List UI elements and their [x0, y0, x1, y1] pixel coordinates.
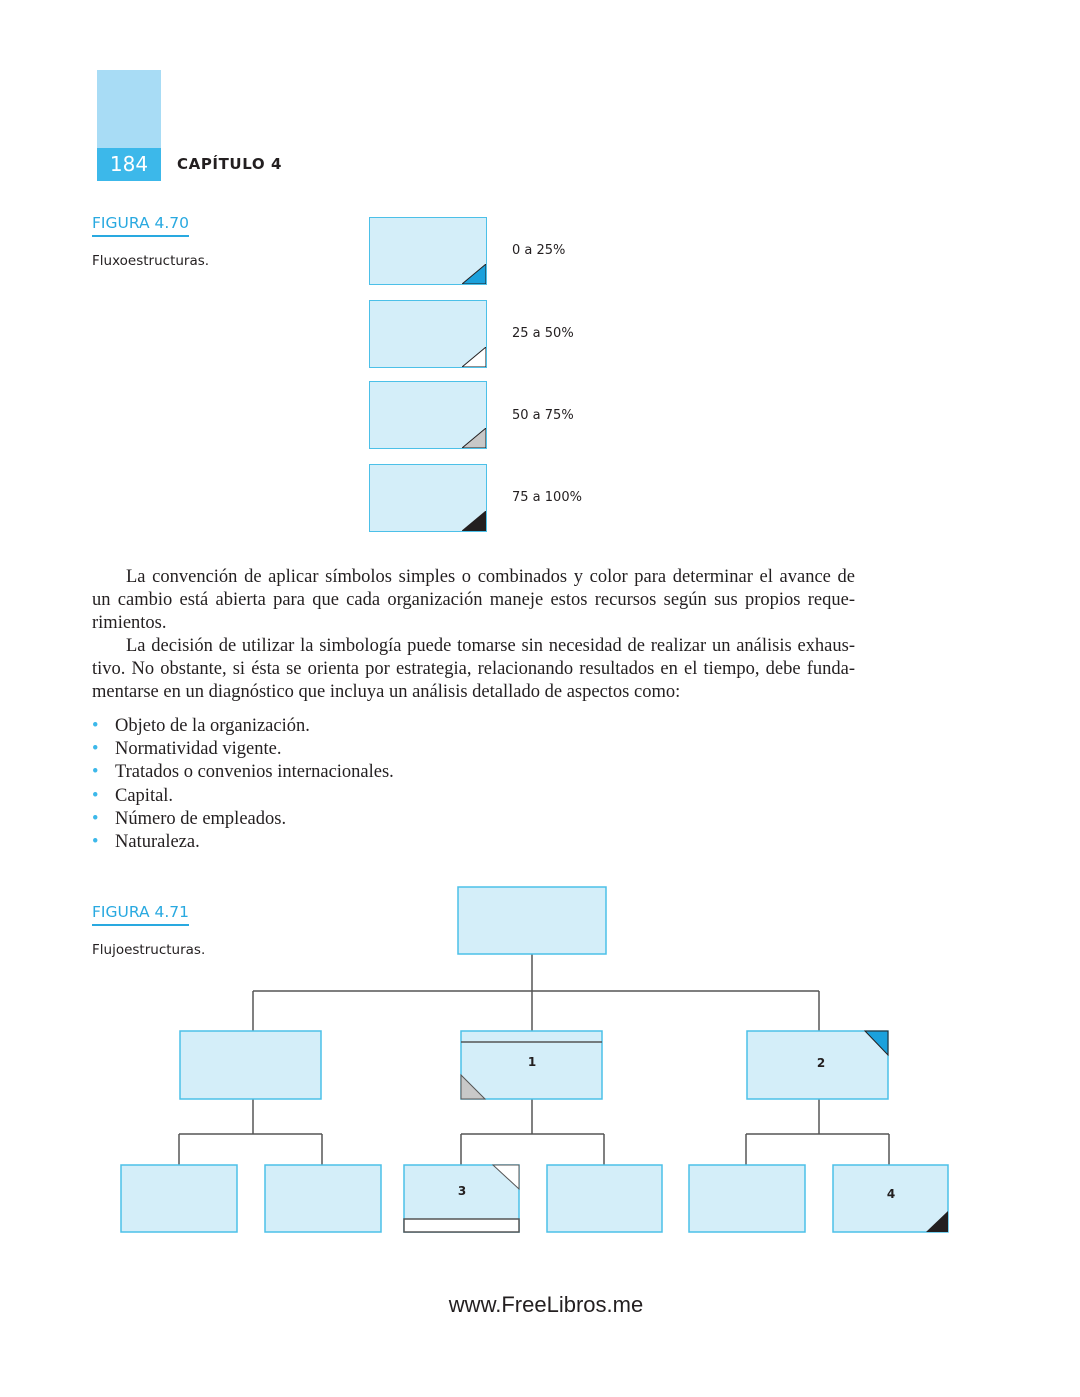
- bullet-text: Tratados o convenios internacionales.: [115, 762, 394, 783]
- text-line: rimientos.: [92, 613, 167, 633]
- bullet-icon: •: [92, 762, 99, 783]
- text-line: La convención de aplicar símbolos simples o combinados y color para determinar el avance de: [126, 567, 855, 587]
- org-box-leaf: [265, 1165, 381, 1232]
- box-label-3: 3: [457, 1184, 467, 1198]
- figure-470-title: FIGURA 4.70: [92, 214, 189, 237]
- box-label-2: 2: [816, 1056, 826, 1070]
- bullet-text: Naturaleza.: [115, 832, 200, 853]
- bullet-text: Normatividad vigente.: [115, 739, 282, 760]
- org-box-leaf: [547, 1165, 662, 1232]
- figure-471-caption: Flujoestructuras.: [92, 942, 206, 958]
- text-line: mentarse en un diagnóstico que incluya un análisis detallado de aspectos como:: [92, 682, 681, 702]
- chapter-title: CAPÍTULO 4: [177, 155, 283, 173]
- legend-label: 75 a 100%: [512, 490, 582, 505]
- bullet-icon: •: [92, 716, 99, 736]
- box-label-4: 4: [886, 1187, 896, 1201]
- text-line: La decisión de utilizar la simbología puede tomarse sin necesidad de realizar un análisis exhaus-: [126, 636, 855, 656]
- org-box-leaf: [121, 1165, 237, 1232]
- bullet-icon: •: [92, 739, 99, 760]
- org-box-top: [458, 887, 606, 954]
- text-line: tivo. No obstante, si ésta se orienta por estrategia, relacionando resultados en el tiempo, debe funda-: [92, 659, 855, 679]
- org-box-mid-left: [180, 1031, 321, 1099]
- bullet-icon: •: [92, 832, 99, 853]
- box-label-1: 1: [527, 1055, 537, 1069]
- text-line: un cambio está abierta para que cada organización maneje estos recursos según sus propios reque-: [92, 590, 855, 610]
- bullet-text: Número de empleados.: [115, 808, 287, 829]
- bullet-text: Capital.: [115, 785, 174, 806]
- bottom-band: [404, 1219, 519, 1232]
- legend-label: 0 a 25%: [512, 243, 566, 258]
- legend-label: 25 a 50%: [512, 326, 574, 341]
- org-box-leaf: [689, 1165, 805, 1232]
- figure-470-caption: Fluxoestructuras.: [92, 253, 210, 269]
- figure-471-title: FIGURA 4.71: [92, 903, 189, 926]
- bullet-text: Objeto de la organización.: [115, 716, 310, 736]
- bullet-icon: •: [92, 808, 99, 829]
- footer-url: www.FreeLibros.me: [448, 1292, 644, 1317]
- legend-label: 50 a 75%: [512, 408, 574, 423]
- bullet-icon: •: [92, 785, 99, 806]
- page-number: 184: [97, 148, 161, 181]
